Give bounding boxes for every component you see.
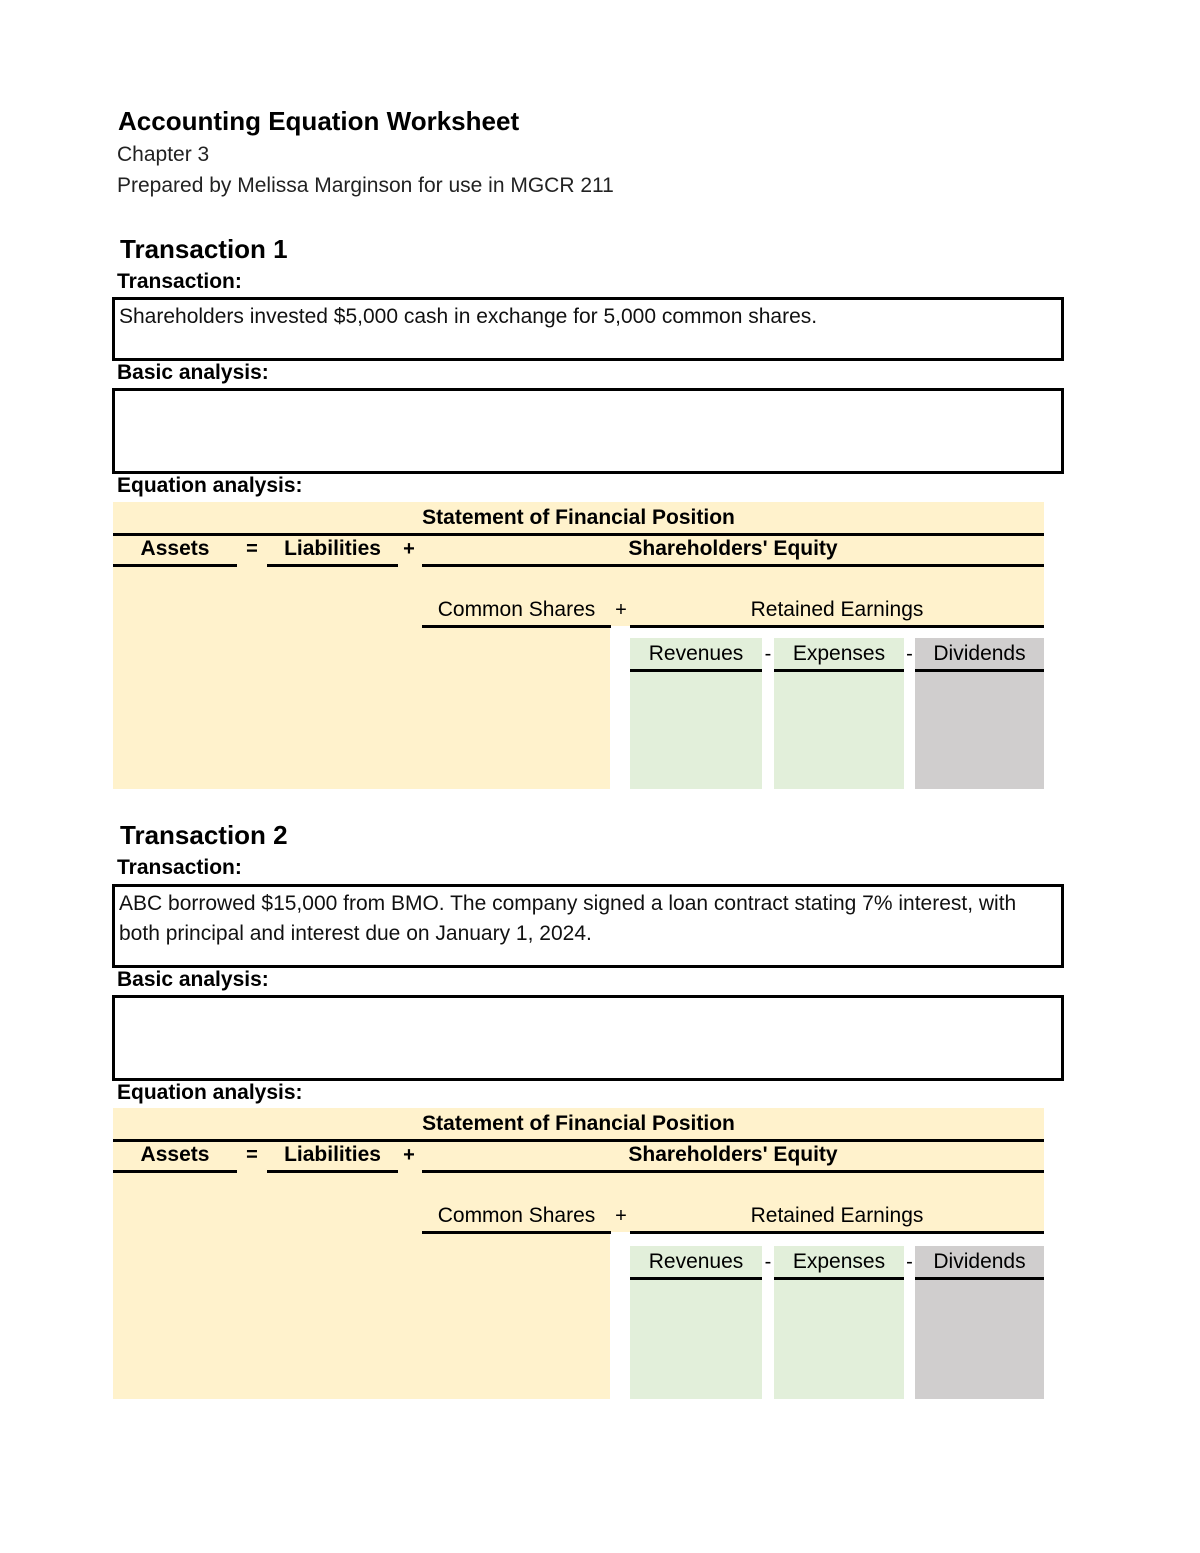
transaction-2-description[interactable]: ABC borrowed $15,000 from BMO. The company signed a loan contract stating 7% interest, with both principal and interest due on January 1, 2024.: [112, 884, 1064, 968]
equation-analysis-2-label: Equation analysis:: [117, 1081, 303, 1104]
statement-title: Statement of Financial Position: [113, 1110, 1044, 1142]
liabilities-header: Liabilities: [267, 1141, 398, 1173]
assets-header: Assets: [113, 1141, 237, 1173]
revenues-header: Revenues: [630, 640, 762, 672]
equation-analysis-1-label: Equation analysis:: [117, 474, 303, 497]
minus-sign: -: [906, 643, 913, 665]
basic-analysis-2-field[interactable]: [112, 995, 1064, 1081]
transaction-2-heading: Transaction 2: [120, 820, 288, 850]
plus-sign: +: [403, 1144, 415, 1166]
dividends-header: Dividends: [915, 1248, 1044, 1280]
plus-sign: +: [615, 599, 627, 621]
transaction-1-heading: Transaction 1: [120, 234, 288, 264]
dividends-header: Dividends: [915, 640, 1044, 672]
equity-header: Shareholders' Equity: [422, 535, 1044, 567]
minus-sign: -: [764, 643, 772, 665]
page-title: Accounting Equation Worksheet: [118, 106, 520, 136]
common-shares-header: Common Shares: [422, 596, 611, 628]
plus-sign: +: [403, 538, 415, 560]
retained-earnings-header: Retained Earnings: [630, 596, 1044, 628]
statement-title: Statement of Financial Position: [113, 504, 1044, 536]
equation-grid-1: [0, 502, 1200, 792]
retained-earnings-header: Retained Earnings: [630, 1202, 1044, 1234]
chapter-label: Chapter 3: [117, 143, 210, 166]
prepared-by-label: Prepared by Melissa Marginson for use in MGCR 211: [117, 174, 614, 197]
liabilities-header: Liabilities: [267, 535, 398, 567]
basic-analysis-1-label: Basic analysis:: [117, 361, 269, 384]
equation-grid-2: [0, 1108, 1200, 1400]
transaction-1-description[interactable]: Shareholders invested $5,000 cash in exchange for 5,000 common shares.: [112, 297, 1064, 361]
assets-header: Assets: [113, 535, 237, 567]
common-shares-header: Common Shares: [422, 1202, 611, 1234]
equals-sign: =: [246, 538, 258, 560]
equals-sign: =: [246, 1144, 258, 1166]
expenses-header: Expenses: [774, 640, 904, 672]
transaction-2-label: Transaction:: [117, 856, 242, 879]
minus-sign: -: [906, 1251, 913, 1273]
equity-header: Shareholders' Equity: [422, 1141, 1044, 1173]
transaction-1-label: Transaction:: [117, 270, 242, 293]
plus-sign: +: [615, 1205, 627, 1227]
basic-analysis-2-label: Basic analysis:: [117, 968, 269, 991]
revenues-header: Revenues: [630, 1248, 762, 1280]
basic-analysis-1-field[interactable]: [112, 388, 1064, 474]
minus-sign: -: [764, 1251, 772, 1273]
expenses-header: Expenses: [774, 1248, 904, 1280]
